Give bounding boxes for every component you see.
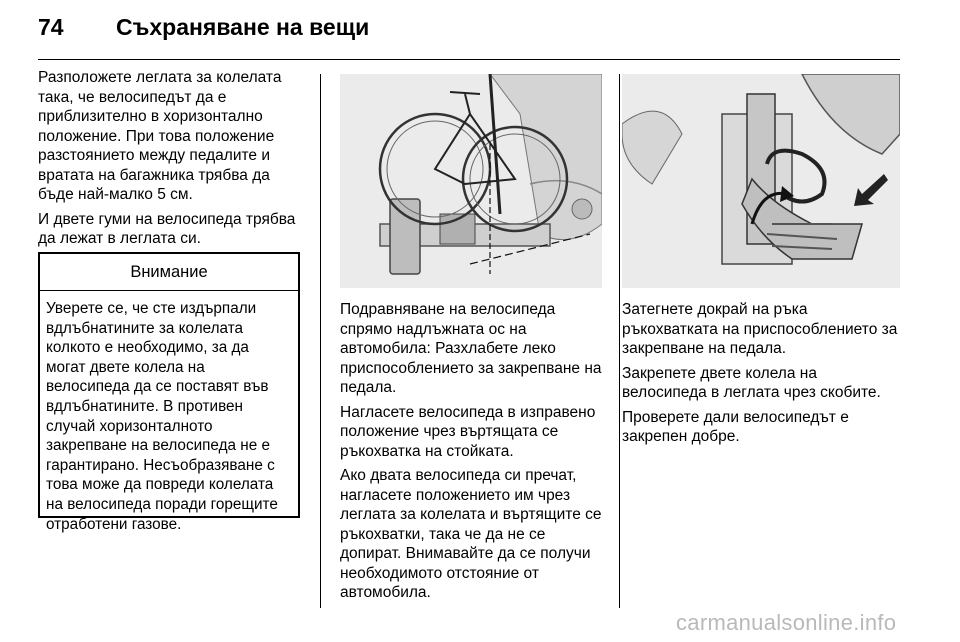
watermark: carmanualsonline.info [676, 610, 897, 635]
column-1-text [38, 68, 306, 254]
paragraph: Ако двата велосипеда си пречат, нагласете положението им чрез леглата за колелата и въртящите се ръкохватки, така че да не се допират. Внимавайте да се получи необходимото отстояние от автомобила. [340, 467, 602, 601]
paragraph: Закрепете двете колела на велосипеда в леглата чрез скобите. [622, 364, 881, 401]
bicycle-carrier-drawing [340, 74, 602, 288]
page-number: 74 [38, 14, 64, 40]
column-divider-1 [320, 74, 321, 608]
page-title: Съхраняване на вещи [116, 14, 370, 40]
pedal-clamp-drawing [622, 74, 900, 288]
paragraph: Подравняване на велосипеда спрямо надлъжната ос на автомобила: Разхлабете леко приспособлението за закрепване на педала. [340, 301, 602, 396]
column-divider-2 [619, 74, 620, 608]
notice-title: Внимание [40, 254, 298, 291]
paragraph: Проверете дали велосипедът е закрепен добре. [622, 408, 849, 445]
warning-notice-box [38, 252, 300, 533]
paragraph: И двете гуми на велосипеда трябва да лежат в леглата си. [38, 210, 296, 247]
page-header [38, 14, 369, 41]
paragraph: Нагласете велосипеда в изправено положение чрез въртящата се ръкохватка на стойката. [340, 403, 596, 460]
paragraph: Разположете леглата за колелата така, че велосипедът да е приблизително в хоризонтално положение. При това положение разстоянието между педалите и вратата на багажника трябва да бъде най-малко 5 см. [38, 69, 282, 203]
notice-body: Уверете се, че сте издърпали вдлъбнатините за колелата колкото е необходимо, за да могат двете колела на велосипеда да се поставят във вдлъбнатините. В противен случай хоризонталното закрепване на велосипеда не е гарантирано. Несъобразяване с това може да повреди колелата на велосипеда поради горещите отработени газове. [46, 300, 278, 533]
column-3-text [622, 300, 902, 452]
pedal-clamp-illustration [622, 74, 900, 288]
header-rule [38, 59, 900, 60]
bicycle-carrier-illustration [340, 74, 602, 288]
paragraph: Затегнете докрай на ръка ръкохватката на приспособлението за закрепване на педала. [622, 301, 898, 357]
column-2-text [340, 300, 608, 608]
